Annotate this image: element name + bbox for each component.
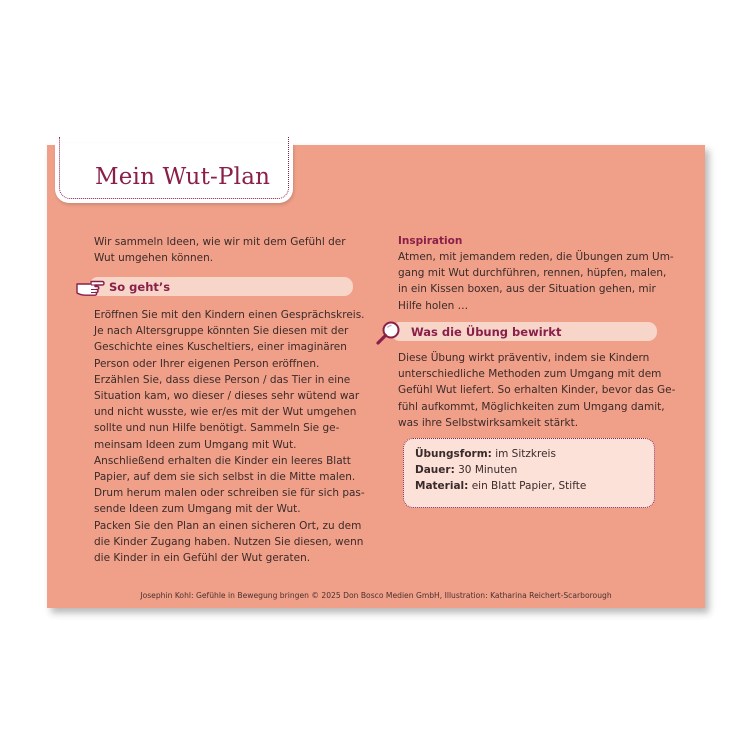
info-form-label: Übungsform: xyxy=(415,448,492,460)
inspiration-line: gang mit Wut durchführen, rennen, hüpfen, malen, xyxy=(398,267,667,280)
inspiration-line: Hilfe holen … xyxy=(398,299,469,312)
inspiration-line: in ein Kissen boxen, aus der Situation gehen, mir xyxy=(398,283,656,296)
magnifier-icon xyxy=(375,319,403,347)
how-to-line: Eröffnen Sie mit den Kindern einen Gesprächskreis. xyxy=(94,309,365,321)
info-material-value: ein Blatt Papier, Stifte xyxy=(471,480,587,492)
how-to-line: Papier, auf dem sie sich selbst in die Mitte malen. xyxy=(94,471,356,484)
how-to-line: Drum herum malen oder schreiben sie für sich pas- xyxy=(94,487,365,500)
effect-line: Diese Übung wirkt präventiv, indem sie Kindern xyxy=(398,352,650,364)
info-duration-label: Dauer: xyxy=(415,464,455,476)
info-form xyxy=(415,448,556,460)
how-to-line: Geschichte eines Kuscheltiers, einer imaginären xyxy=(94,341,347,354)
inspiration-line: Atmen, mit jemandem reden, die Übungen zum Um- xyxy=(398,251,674,263)
activity-card xyxy=(47,145,705,608)
how-to-line: die Kinder Zugang haben. Nutzen Sie diesen, wenn xyxy=(94,535,364,548)
effect-line: Gefühl Wut liefert. So erhalten Kinder, bevor das Ge- xyxy=(398,384,676,397)
inspiration-text xyxy=(398,249,674,314)
how-to-text xyxy=(94,307,365,566)
info-duration xyxy=(415,464,517,476)
footer-credit: Josephin Kohl: Gefühle in Bewegung bringen © 2025 Don Bosco Medien GmbH, Illustration: Katharina Reichert-Scarborough xyxy=(140,591,612,600)
how-to-line: meinsam Ideen zum Umgang mit Wut. xyxy=(94,438,297,451)
info-material-label: Material: xyxy=(415,480,469,492)
how-to-line: die Kinder in ein Gefühl der Wut geraten. xyxy=(94,552,311,565)
title-tab xyxy=(55,143,293,203)
intro-text xyxy=(94,234,346,266)
effect-line: fühl aufkommt, Möglichkeiten zum Umgang damit, xyxy=(398,400,665,413)
how-to-line: Anschließend erhalten die Kinder ein leeres Blatt xyxy=(94,454,351,467)
inspiration-heading: Inspiration xyxy=(398,235,463,247)
intro-line: Wut umgehen können. xyxy=(94,252,214,265)
how-to-line: Situation kam, wo dieser / dieses sehr wütend war xyxy=(94,390,360,403)
info-form-value: im Sitzkreis xyxy=(495,448,556,460)
page-title: Mein Wut-Plan xyxy=(95,164,271,190)
how-to-heading: So geht’s xyxy=(109,280,171,294)
pointing-hand-icon xyxy=(75,275,105,297)
info-box xyxy=(403,438,655,508)
intro-line: Wir sammeln Ideen, wie wir mit dem Gefühl der xyxy=(94,236,346,248)
effect-line: was ihre Selbstwirksamkeit stärkt. xyxy=(398,416,579,429)
effect-heading: Was die Übung bewirkt xyxy=(411,325,562,339)
how-to-line: sende Ideen zum Umgang mit der Wut. xyxy=(94,503,301,516)
how-to-line: Person oder Ihrer eigenen Person eröffnen. xyxy=(94,357,320,370)
effect-text xyxy=(398,350,675,431)
how-to-line: Erzählen Sie, dass diese Person / das Tier in eine xyxy=(94,373,351,386)
how-to-line: und nicht wusste, wie er/es mit der Wut umgehen xyxy=(94,406,357,419)
info-duration-value: 30 Minuten xyxy=(458,464,518,476)
how-to-line: Packen Sie den Plan an einen sicheren Ort, zu dem xyxy=(94,519,362,532)
how-to-line: sollte und nun Hilfe benötigt. Sammeln Sie ge- xyxy=(94,422,340,435)
effect-line: unterschiedliche Methoden zum Umgang mit dem xyxy=(398,368,662,381)
how-to-line: Je nach Altersgruppe könnten Sie diesen mit der xyxy=(94,325,349,338)
info-material xyxy=(415,480,586,492)
